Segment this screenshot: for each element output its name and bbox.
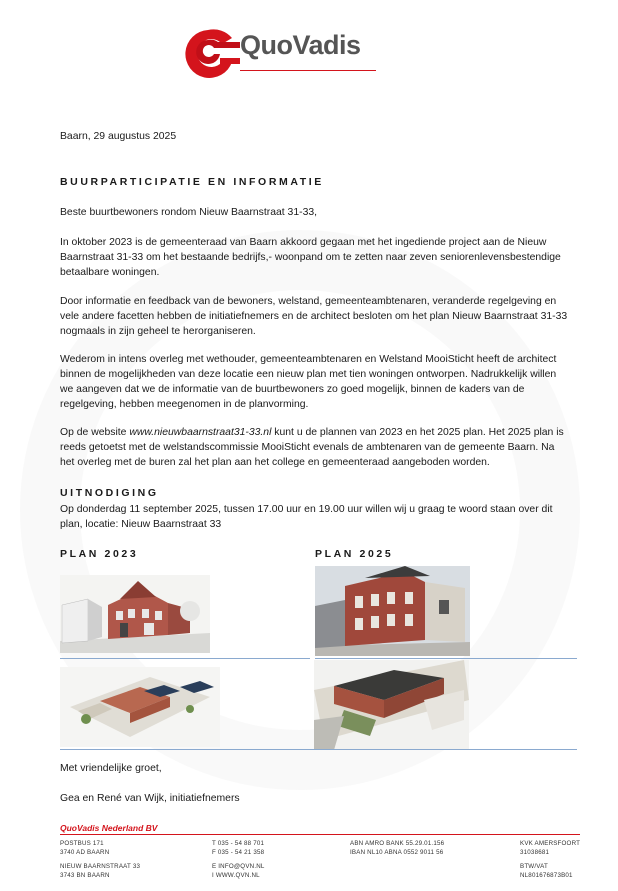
- footer-bank-line: ABN AMRO BANK 55.29.01.156: [350, 840, 445, 847]
- footer-bank: [350, 840, 444, 857]
- closing-text: Met vriendelijke groet,: [60, 763, 162, 774]
- footer-address: [60, 840, 140, 880]
- paragraph-1: In oktober 2023 is de gemeenteraad van Baarn akkoord gegaan met het ingediende project aan de Nieuw Baarnstraat 31-33 om het bestaande bedrijfs,- woonpand om te zetten naar zeven seniorenlevensbestendige betaalbare woningen.: [60, 237, 561, 278]
- footer-contact: [212, 840, 265, 880]
- footer-address-line: NIEUW BAARNSTRAAT 33: [60, 863, 141, 870]
- paragraph-4-after: kunt u de plannen van 2023 en het 2025 plan. Het 2025 plan is reeds getoetst met de welstandscommissie MooiSticht evenals de ambtenaren van de gemeente Baarn. Na het overleg met de buren zal het plan aan het college en gemeenteraad aangeboden worden.: [60, 427, 564, 468]
- invite-text: Op donderdag 11 september 2025, tussen 17.00 uur en 19.00 uur willen wij u graag te woord staan over dit plan, locatie: Nieuw Baarnstraat 33: [60, 504, 553, 530]
- footer-registration: [520, 840, 580, 880]
- paragraph-4-before: Op de website: [60, 427, 130, 438]
- plan-2025-heading: PLAN 2025: [315, 548, 394, 560]
- footer-address-line: 3740 AD BAARN: [60, 848, 110, 856]
- plan-2023-street-render: [60, 575, 210, 653]
- footer-vat-number: NL801676873B01: [520, 871, 573, 879]
- footer-fax: F 035 - 54 21 358: [212, 848, 265, 856]
- paragraph-4: [60, 425, 570, 470]
- plan-2023-heading: PLAN 2023: [60, 548, 139, 560]
- paragraph-3: Wederom in intens overleg met wethouder, gemeenteambtenaren en Welstand MooiSticht heeft de architect binnen de mogelijkheden van deze locatie een nieuw plan met tien woningen ontworpen. Nadrukkelijk willen we aangeven dat we de informatie van de buurtbewoners zo goed mogelijk, binnen de kaders van de regelgeving, hebben meegenomen in de planvorming.: [60, 354, 557, 410]
- salutation: Beste buurtbewoners rondom Nieuw Baarnstraat 31-33,: [60, 207, 318, 218]
- footer-address-line: POSTBUS 171: [60, 840, 104, 847]
- footer-website[interactable]: I WWW.QVN.NL: [212, 871, 260, 879]
- signature-text: Gea en René van Wijk, initiatiefnemers: [60, 793, 240, 804]
- plan-divider-right: [315, 658, 577, 659]
- footer-address-line: 3743 BN BAARN: [60, 871, 110, 879]
- footer-phone: T 035 - 54 88 701: [212, 840, 265, 847]
- plan-2025-street-render: [315, 566, 470, 656]
- footer-rule: [60, 834, 580, 835]
- plan-2023-aerial-render: [60, 667, 220, 747]
- invite-heading: UITNODIGING: [60, 487, 159, 499]
- plan-divider-left: [60, 658, 310, 659]
- brand-underline: [240, 70, 376, 71]
- letter-title: BUURPARTICIPATIE EN INFORMATIE: [60, 176, 324, 188]
- footer-vat: BTW/VAT: [520, 863, 548, 870]
- footer-kvk-number: 31038681: [520, 848, 550, 856]
- footer-email[interactable]: E INFO@QVN.NL: [212, 863, 265, 870]
- footer-kvk: KVK AMERSFOORT: [520, 840, 581, 847]
- plan-2025-aerial-render: [314, 660, 469, 750]
- footer-bank-line: IBAN NL10 ABNA 0552 9011 56: [350, 848, 444, 856]
- website-link[interactable]: www.nieuwbaarnstraat31-33.nl: [129, 427, 272, 438]
- brand-wordmark: QuoVadis: [240, 30, 361, 60]
- plan-divider-bottom: [60, 749, 577, 750]
- footer-brand: QuoVadis Nederland BV: [60, 823, 158, 833]
- letter-date: Baarn, 29 augustus 2025: [60, 131, 177, 142]
- paragraph-2: Door informatie en feedback van de bewoners, welstand, gemeenteambtenaren, veranderde regelgeving en vele andere facetten hebben de initiatiefnemers en de architect besloten om het plan Nieuw Baarnstraat 31-33 nogmaals in zijn geheel te herorganiseren.: [60, 296, 568, 337]
